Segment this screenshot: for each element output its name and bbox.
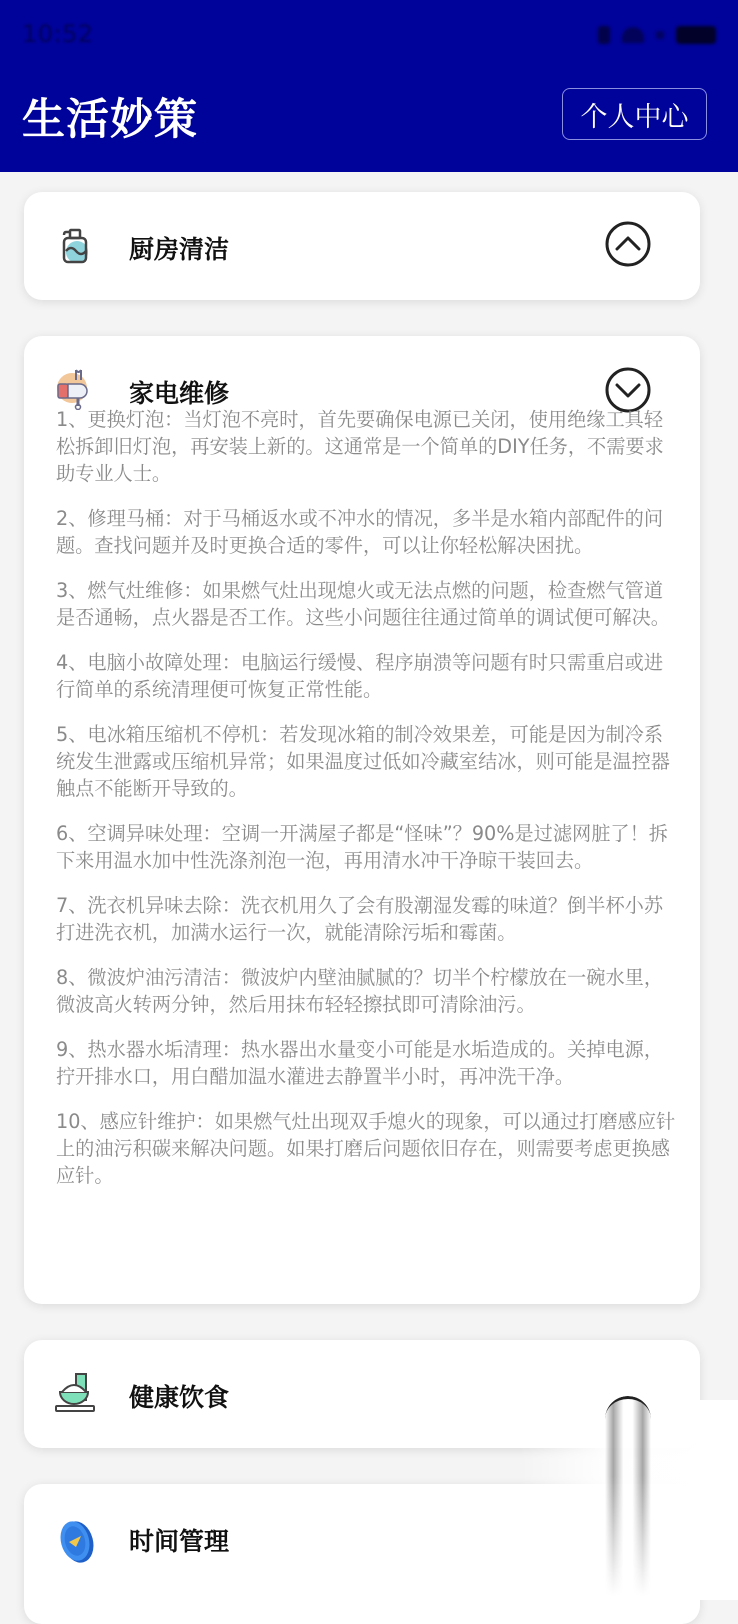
tip-item: 6、空调异味处理：空调一开满屋子都是“怪味”？90%是过滤网脏了！拆下来用温水加中性洗涤剂泡一泡，再用清水冲干净晾干装回去。 — [56, 822, 668, 872]
section-header-appliance-repair[interactable] — [24, 336, 700, 416]
tip-item: 8、微波炉油污清洁：微波炉内壁油腻腻的？切半个柠檬放在一碗水里，微波高火转两分钟，然后用抹布轻轻擦拭即可清除油污。 — [56, 966, 664, 1016]
tip-item: 1、更换灯泡：当灯泡不亮时，首先要确保电源已关闭，使用绝缘工具轻松拆卸旧灯泡，再安装上新的。这通常是一个简单的DIY任务，不需要求助专业人士。 — [56, 408, 664, 485]
section-header-kitchen-cleaning[interactable] — [24, 192, 700, 300]
section-title: 时间管理 — [129, 1527, 230, 1556]
mute-icon — [598, 26, 610, 44]
rice-bowl-icon — [54, 1370, 98, 1414]
section-card-kitchen-cleaning — [24, 192, 700, 300]
status-icons — [598, 24, 716, 46]
tip-item: 3、燃气灶维修：如果燃气灶出现熄火或无法点燃的问题，检查燃气管道是否通畅，点火器是否工作。这些小问题往往通过简单的调试便可解决。 — [56, 579, 670, 629]
tip-item: 5、电冰箱压缩机不停机：若发现冰箱的制冷效果差，可能是因为制冷系统发生泄露或压缩机异常；如果温度过低如冷藏室结冰，则可能是温控器触点不能断开导致的。 — [56, 723, 670, 800]
tip-item: 7、洗衣机异味去除：洗衣机用久了会有股潮湿发霉的味道？倒半杯小苏打进洗衣机，加满水运行一次，就能清除污垢和霉菌。 — [56, 894, 664, 944]
tip-item: 9、热水器水垢清理：热水器出水量变小可能是水垢造成的。关掉电源，拧开排水口，用白醋加温水灌进去静置半小时，再冲洗干净。 — [56, 1038, 664, 1088]
chevron-up-circle-icon[interactable] — [604, 220, 652, 268]
tip-item: 10、感应针维护：如果燃气灶出现双手熄火的现象，可以通过打磨感应针上的油污积碳来解决问题。如果打磨后问题依旧存在，则需要考虑更换感应针。 — [56, 1110, 676, 1187]
soap-dispenser-icon — [54, 222, 98, 266]
battery-icon — [676, 26, 716, 44]
wifi-icon — [622, 27, 644, 43]
section-title: 厨房清洁 — [129, 235, 230, 264]
section-title: 健康饮食 — [129, 1383, 230, 1412]
tip-item: 2、修理马桶：对于马桶返水或不冲水的情况，多半是水箱内部配件的问题。查找问题并及时更换合适的零件，可以让你轻松解决困扰。 — [56, 507, 664, 557]
profile-center-button[interactable]: 个人中心 — [562, 88, 707, 140]
section-title: 家电维修 — [129, 379, 230, 408]
app-bar — [0, 0, 738, 172]
chevron-circle-icon[interactable] — [605, 1396, 651, 1596]
status-bar — [0, 0, 738, 70]
tips-list — [56, 406, 681, 1207]
wrench-hand-icon — [54, 366, 98, 410]
clock-coin-icon — [54, 1514, 98, 1566]
section-card-appliance-repair — [24, 336, 700, 1304]
status-time: 10:52 — [22, 20, 94, 48]
page-title: 生活妙策 — [22, 95, 198, 145]
tip-item: 4、电脑小故障处理：电脑运行缓慢、程序崩溃等问题有时只需重启或进行简单的系统清理便可恢复正常性能。 — [56, 651, 664, 701]
signal-icon — [656, 31, 664, 39]
